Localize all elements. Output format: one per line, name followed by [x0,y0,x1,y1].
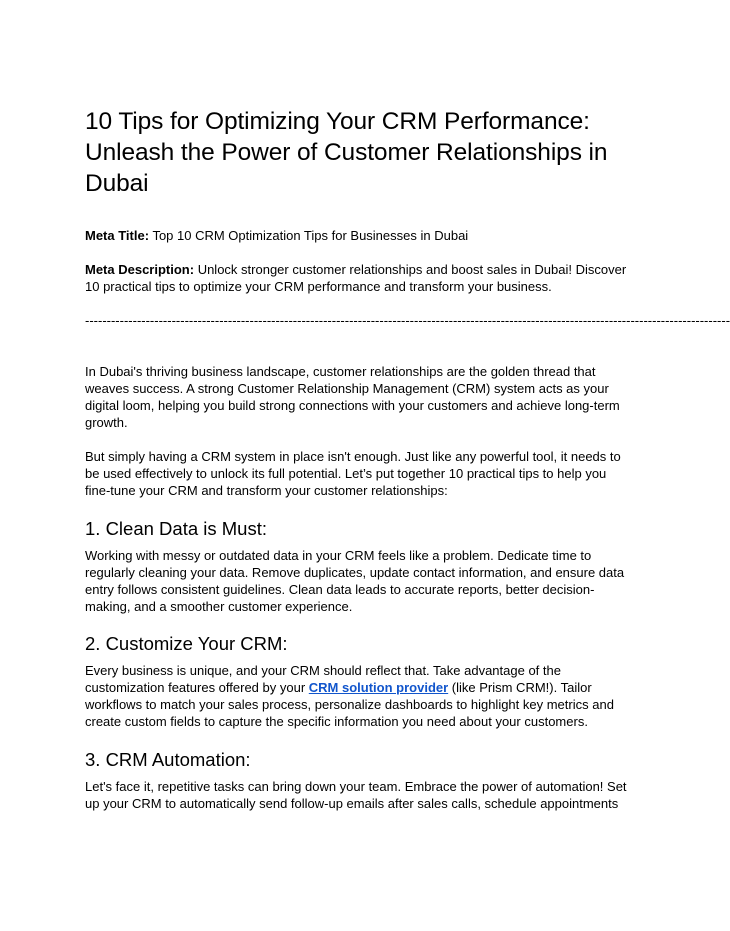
intro-paragraph: But simply having a CRM system in place isn't enough. Just like any powerful tool, it needs to be used effectively to unlock its full potential. Let’s put together 10 practical tips to help you fine-tune your CRM and transform your customer relationships: [85,449,621,498]
document-content [85,106,730,812]
meta-title-label: Meta Title: [85,228,150,243]
meta-description-value: Unlock stronger customer relationships and boost sales in Dubai! Discover 10 practical tips to optimize your CRM performance and transform your business. [85,262,627,294]
document-title: 10 Tips for Optimizing Your CRM Performance: Unleash the Power of Customer Relationships in Dubai [85,108,608,197]
section-heading: 1. Clean Data is Must: [85,518,267,539]
section-body [85,662,635,730]
section-body: Let's face it, repetitive tasks can bring down your team. Embrace the power of automation! Set up your CRM to automatically send follow-up emails after sales calls, schedule appointments [85,779,627,811]
crm-solution-provider-link[interactable]: CRM solution provider [308,680,449,695]
meta-description [85,261,635,295]
meta-title-value: Top 10 CRM Optimization Tips for Businesses in Dubai [149,228,469,243]
meta-title [85,227,635,244]
section-body-text: (like Prism CRM!). Tailor workflows to match your sales process, personalize dashboards to highlight key metrics and create custom fields to capture the specific information you need about your customers. [85,680,614,729]
meta-description-label: Meta Description: [85,262,195,277]
dashed-divider: ----------------------------------------------------------------------------------------------------------------------------------------------------- [85,313,730,328]
section-body-text: Every business is unique, and your CRM should reflect that. Take advantage of the customization features offered by your [85,663,561,695]
section-heading: 3. CRM Automation: [85,749,251,770]
section-heading: 2. Customize Your CRM: [85,633,288,654]
section-body: Working with messy or outdated data in your CRM feels like a problem. Dedicate time to regularly cleaning your data. Remove duplicates, update contact information, and ensure data entry follows consistent guidelines. Clean data leads to accurate reports, better decision-making, and a smoother customer experience. [85,548,625,614]
intro-paragraph: In Dubai's thriving business landscape, customer relationships are the golden thread that weaves success. A strong Customer Relationship Management (CRM) system acts as your digital loom, helping you build strong connections with your customers and achieve long-term growth. [85,364,620,430]
